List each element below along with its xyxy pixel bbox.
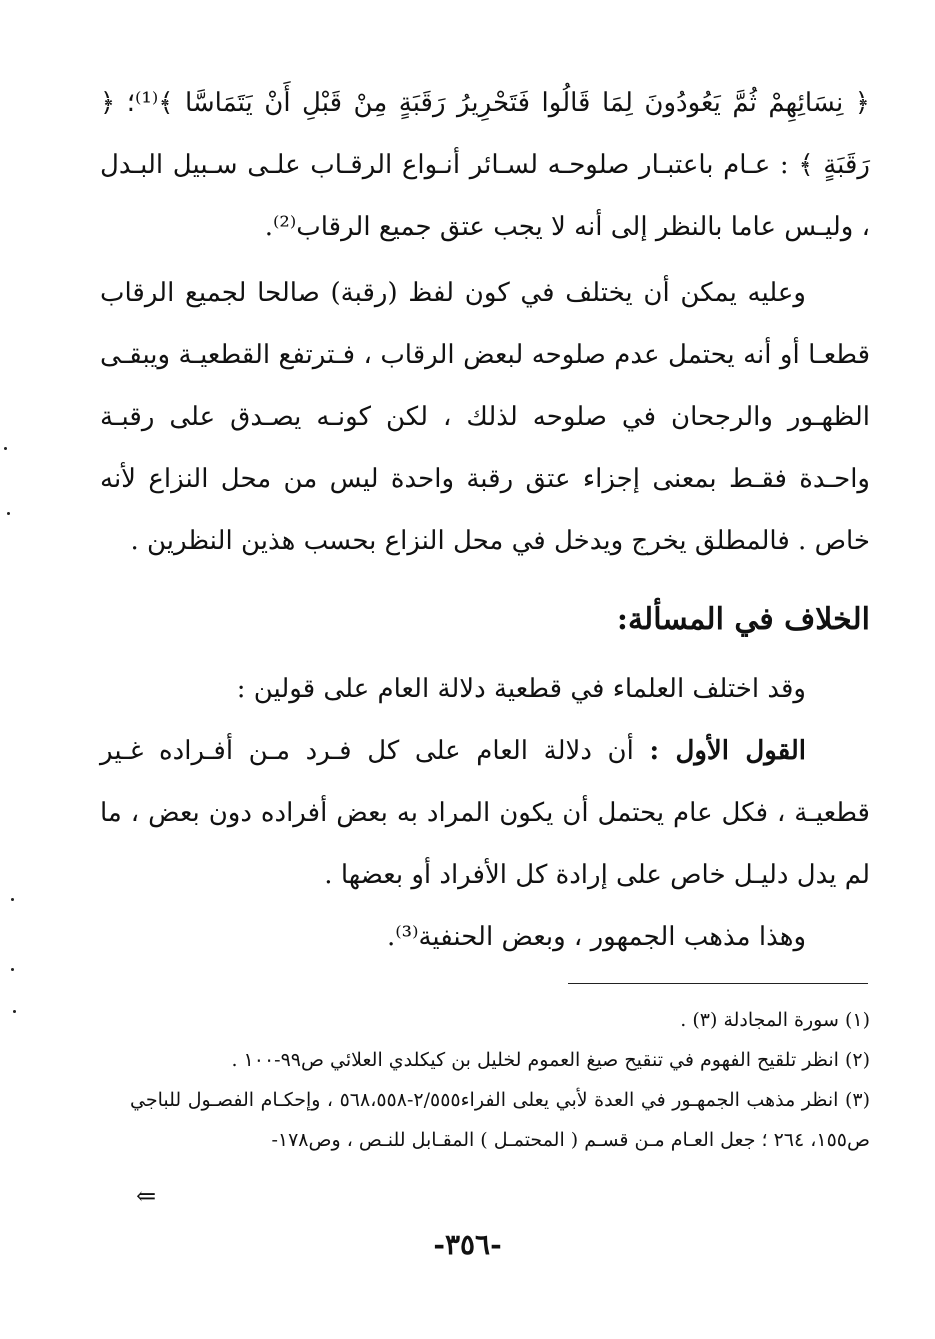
paragraph-raqaba-discussion: وعليه يمكن أن يختلف في كون لفظ (رقبة) صالحا لجميع الرقاب قطعـا أو أنه يحتمل عدم صلوحه لبعض الرقاب ، فـترتفع القطعيـة ويبقـى الظهـور والرجحان في صلوحه لذلك ، لكن كونـه يصـدق على رقبـة واحـدة فقـط بمعنى إجزاء عتق رقبة واحدة ليس من محل النزاع لأنه خاص . فالمطلق يخرج ويدخل في محل النزاع بحسب هذين النظرين .: [100, 278, 870, 556]
main-text: [100, 72, 870, 968]
footnote-3: (٣) انظر مذهب الجمهـور في العدة لأبي يعلى الفراء٢/٥٥٥-٥٦٨،٥٥٨ ، وإحكـام الفصـول للباجي ص١٥٥، ٢٦٤ ؛ جعل العـام مـن قسـم ( المحتمـل ) المقـابل للنـص ، وص١٧٨-: [130, 1089, 870, 1151]
paragraph-intro: وقد اختلف العلماء في قطعية دلالة العام على قولين :: [236, 674, 806, 704]
page-number: -٣٥٦-: [433, 1228, 502, 1261]
continuation-arrow: ⇐: [136, 1182, 157, 1210]
paragraph-madhhab: وهذا مذهب الجمهور ، وبعض الحنفية⁽³⁾.: [387, 922, 806, 952]
scan-speck: [11, 968, 14, 971]
scan-speck: [13, 1010, 16, 1013]
footnote-1: (١) سورة المجادلة (٣) .: [680, 1009, 870, 1031]
scan-speck: [7, 512, 10, 515]
scan-speck: [4, 447, 7, 450]
footnotes: [130, 1000, 870, 1160]
first-opinion-label: القول الأول :: [649, 736, 806, 766]
first-opinion-text: أن دلالة العام على كل فـرد مـن أفـراده غـير قطعيـة ، فكل عام يحتمل أن يكون المراد به بعض أفراده دون بعض ، ما لم يدل دليـل خاص على إرادة كل الأفراد أو بعضها .: [100, 736, 870, 890]
section-heading: الخلاف في المسألة:: [616, 602, 870, 637]
paragraph-verse-explanation: ﴿ نِسَائِهِمْ ثُمَّ يَعُودُونَ لِمَا قَالُوا فَتَحْرِيرُ رَقَبَةٍ مِنْ قَبْلِ أَنْ يَتَمَاسَّا ﴾⁽¹⁾؛ ﴿ رَقَبَةٍ ﴾ : عـام باعتبـار صلوحـه لسـائر أنـواع الرقـاب علـى سـبيل البـدل ، وليـس عاما بالنظر إلى أنه لا يجب عتق جميع الرقاب⁽²⁾.: [100, 88, 871, 242]
paragraph-first-opinion: [100, 720, 870, 906]
footnote-2: (٢) انظر تلقيح الفهوم في تنقيح صيغ العموم لخليل بن كيكلدي العلائي ص٩٩-١٠٠ .: [231, 1049, 870, 1071]
footnote-divider: [568, 983, 868, 984]
scan-speck: [11, 898, 14, 901]
